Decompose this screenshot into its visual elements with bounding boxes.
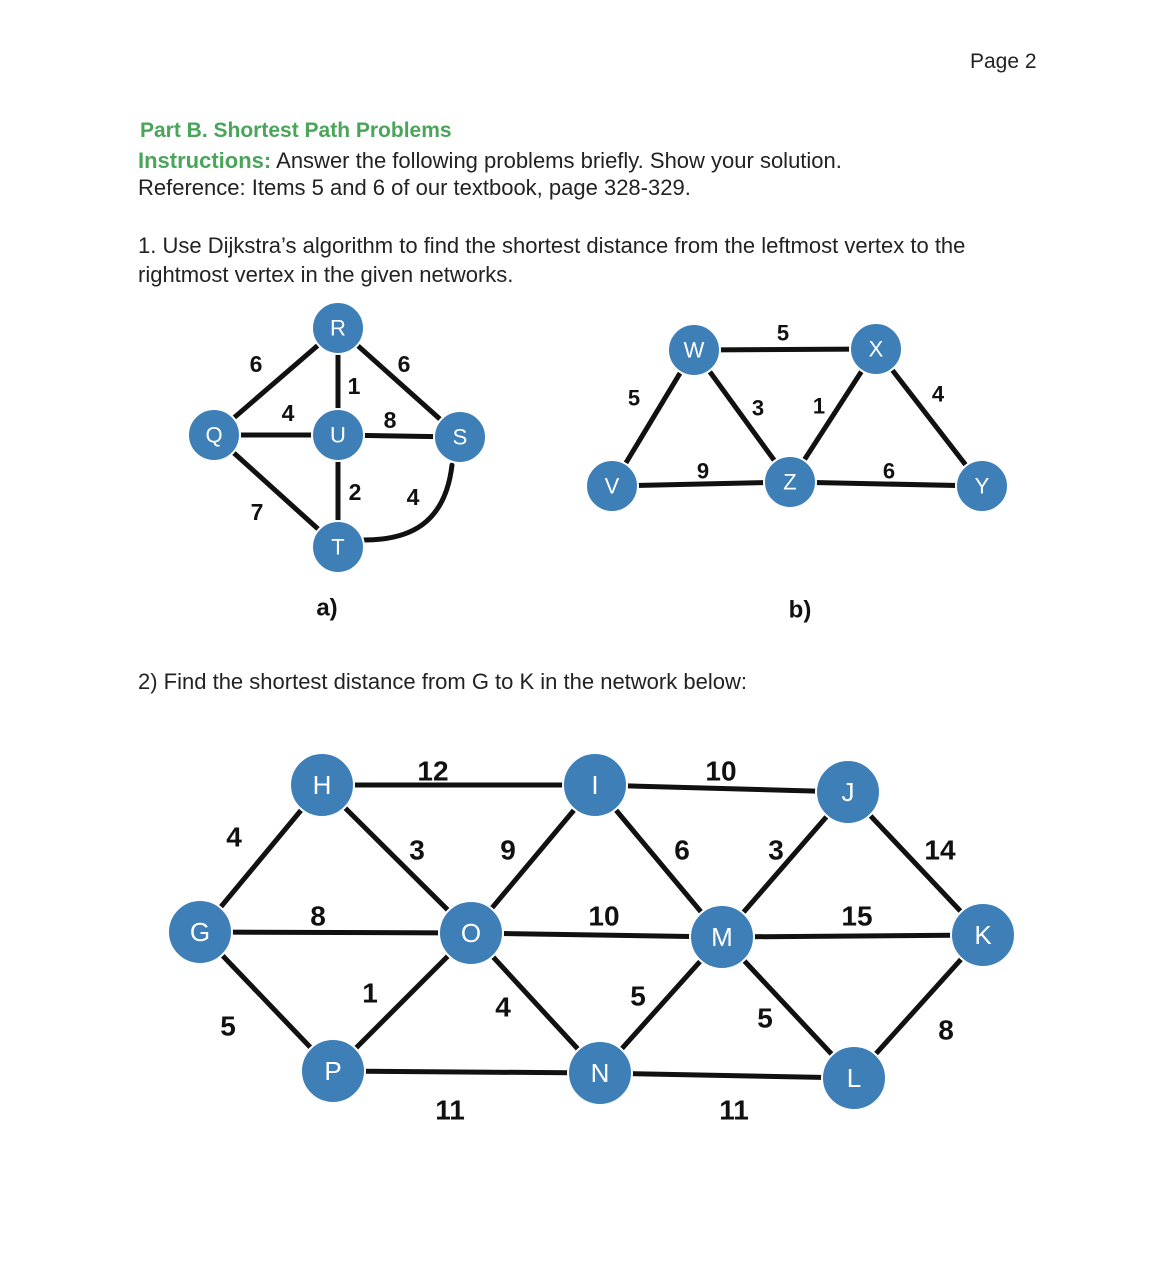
vertex-c-g	[168, 900, 232, 964]
edge-weight-b-w-x: 5	[776, 320, 790, 346]
edge-weight-a-r-s: 6	[397, 351, 411, 377]
vertex-b-w	[668, 324, 720, 376]
edge-weight-b-x-y: 4	[931, 381, 945, 407]
vertex-label: Y	[974, 473, 990, 499]
vertex-c-m	[690, 905, 754, 969]
vertex-c-p	[301, 1039, 365, 1103]
vertex-c-n	[568, 1041, 632, 1105]
edge-weight-c-g-o: 8	[310, 900, 326, 932]
vertex-label: I	[591, 770, 599, 800]
vertex-label: V	[604, 473, 620, 499]
vertex-label: U	[330, 422, 346, 448]
edge-weight-c-h-o: 3	[409, 834, 425, 866]
edge-weight-b-z-y: 6	[882, 458, 896, 484]
question-1: 1. Use Dijkstra’s algorithm to find the shortest distance from the leftmost vertex to the rightmost vertex in the given networks.	[138, 233, 966, 287]
edge-weight-a-s-t: 4	[406, 484, 420, 510]
instructions-text: Answer the following problems briefly. Show your solution.	[276, 148, 842, 173]
edge-weight-b-z-x: 1	[812, 393, 826, 419]
vertex-c-k	[951, 903, 1015, 967]
edge-c-m-k	[722, 935, 983, 937]
vertex-b-y	[956, 460, 1008, 512]
graph-caption-b: b)	[788, 596, 812, 624]
edge-weight-c-i-m: 6	[674, 834, 690, 866]
edge-weight-c-g-p: 5	[220, 1010, 236, 1042]
vertex-b-v	[586, 460, 638, 512]
section-heading: Part B. Shortest Path Problems	[140, 119, 452, 142]
reference-line: Reference: Items 5 and 6 of our textbook, page 328-329.	[138, 175, 691, 200]
vertex-b-x	[850, 323, 902, 375]
edge-c-p-n	[333, 1071, 600, 1073]
edge-weight-c-n-m: 5	[630, 980, 646, 1012]
vertex-c-h	[290, 753, 354, 817]
edge-c-o-m	[471, 933, 722, 937]
edge-weight-c-p-o: 1	[362, 977, 378, 1009]
vertex-b-z	[764, 456, 816, 508]
edge-c-n-l	[600, 1073, 854, 1078]
page-number: Page 2	[970, 50, 1037, 73]
edge-weight-a-r-u: 1	[347, 373, 361, 399]
edge-c-g-o	[200, 932, 471, 933]
vertex-label: X	[868, 336, 884, 362]
vertex-label: S	[452, 424, 468, 450]
edge-weight-c-i-j: 10	[705, 755, 737, 787]
edge-weight-c-j-k: 14	[924, 834, 956, 866]
vertex-a-q	[188, 409, 240, 461]
vertex-a-s	[434, 411, 486, 463]
vertex-label: P	[324, 1056, 342, 1086]
edge-weight-c-o-m: 10	[588, 900, 620, 932]
edge-weight-c-p-n: 11	[435, 1094, 465, 1126]
vertex-label: H	[312, 770, 332, 800]
edge-weight-c-m-j: 3	[768, 834, 784, 866]
vertex-label: W	[683, 337, 705, 363]
vertex-label: N	[590, 1058, 610, 1088]
edge-weight-c-m-k: 15	[841, 900, 873, 932]
edge-weight-a-u-s: 8	[383, 407, 397, 433]
instructions-label: Instructions:	[138, 148, 272, 173]
vertex-label: Z	[783, 469, 797, 495]
vertex-a-u	[312, 409, 364, 461]
vertex-label: T	[331, 534, 345, 560]
vertex-label: L	[846, 1063, 862, 1093]
edge-b-w-x	[694, 349, 876, 350]
vertex-label: K	[974, 920, 992, 950]
question-2: 2) Find the shortest distance from G to K in the network below:	[138, 669, 747, 694]
vertex-c-i	[563, 753, 627, 817]
edge-weight-a-q-u: 4	[281, 400, 295, 426]
vertex-label: O	[460, 918, 482, 948]
edge-weight-a-q-r: 6	[249, 351, 263, 377]
vertex-c-l	[822, 1046, 886, 1110]
vertex-c-o	[439, 901, 503, 965]
edge-weight-c-h-i: 12	[417, 755, 449, 787]
edge-weight-c-m-l: 5	[757, 1002, 773, 1034]
edge-weight-a-q-t: 7	[250, 499, 264, 525]
edge-weight-b-v-z: 9	[696, 458, 710, 484]
edge-weight-c-o-n: 4	[495, 991, 511, 1023]
edge-weight-a-u-t: 2	[348, 479, 362, 505]
vertex-label: G	[189, 917, 211, 947]
vertex-label: Q	[205, 422, 223, 448]
edge-weight-b-v-w: 5	[627, 385, 641, 411]
vertex-a-r	[312, 302, 364, 354]
graph-caption-a: a)	[316, 594, 338, 622]
vertex-label: M	[711, 922, 733, 952]
edge-weight-c-g-h: 4	[226, 821, 242, 853]
edge-weight-c-o-i: 9	[500, 834, 516, 866]
edge-weight-b-w-z: 3	[751, 395, 765, 421]
vertex-label: J	[841, 777, 855, 807]
vertex-a-t	[312, 521, 364, 573]
edge-weight-c-n-l: 11	[719, 1094, 749, 1126]
vertex-c-j	[816, 760, 880, 824]
vertex-label: R	[330, 315, 346, 341]
edge-weight-c-l-k: 8	[938, 1014, 954, 1046]
